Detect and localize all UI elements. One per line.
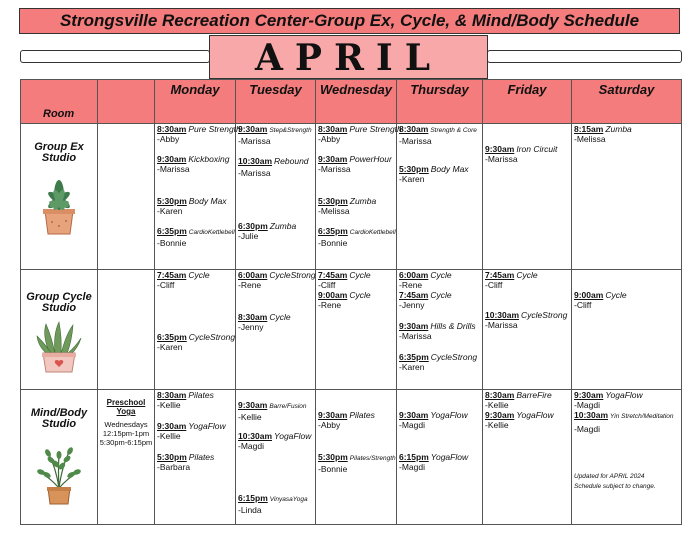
cycle-monday bbox=[155, 270, 236, 390]
mind-body-thursday bbox=[397, 390, 483, 525]
schedule-table bbox=[20, 79, 682, 525]
decorative-bar-left bbox=[20, 50, 210, 63]
schedule-title: Strongsville Recreation Center-Group Ex, Cycle, & Mind/Body Schedule bbox=[19, 8, 680, 34]
class-entry: 10:30am CycleStrong -Marissa bbox=[485, 310, 568, 330]
class-entry: 9:30am Iron Circuit -Marissa bbox=[485, 144, 558, 164]
day-header-saturday: Saturday bbox=[572, 80, 682, 124]
class-entry: 9:00am Cycle -Rene bbox=[318, 290, 371, 310]
room-cycle bbox=[21, 270, 98, 390]
cycle-row bbox=[21, 270, 682, 390]
mind-body-wednesday bbox=[316, 390, 397, 525]
group-ex-wednesday bbox=[316, 124, 402, 270]
class-entry: 5:30pm Pilates -Barbara bbox=[157, 452, 215, 472]
class-entry: 6:35pm CardioKettlebell -Bonnie bbox=[318, 226, 396, 248]
snake-plant-icon bbox=[36, 320, 82, 374]
class-entry: 6:00am Cycle -Rene bbox=[399, 270, 452, 290]
blank-header bbox=[98, 80, 155, 124]
day-header-tuesday: Tuesday bbox=[236, 80, 316, 124]
preschool-yoga-note bbox=[99, 398, 153, 447]
footnote-disclaimer: Schedule subject to change. bbox=[574, 483, 656, 490]
class-entry: 8:30am Strength & Core -Marissa bbox=[399, 124, 477, 146]
class-entry: 8:30am Pure Strength -Abby bbox=[157, 124, 241, 144]
class-entry: 10:30am YogaFlow -Magdi bbox=[238, 431, 312, 451]
group-ex-monday bbox=[155, 124, 241, 270]
cycle-tuesday bbox=[236, 270, 316, 390]
mind-body-saturday bbox=[572, 390, 682, 525]
class-entry: 8:30am Pure Strength -Abby bbox=[318, 124, 402, 144]
class-entry: 6:15pm VinyasaYoga -Linda bbox=[238, 493, 308, 515]
succulent-icon bbox=[35, 178, 83, 236]
class-entry: 5:30pm Body Max -Karen bbox=[157, 196, 227, 216]
class-entry: 10:30am Yin Stretch/Meditation -Magdi bbox=[574, 410, 674, 434]
preschool-yoga-time-2: 5:30pm-6:15pm bbox=[99, 438, 153, 447]
mind-body-row bbox=[21, 390, 682, 525]
room-name-mind-body: Mind/Body Studio bbox=[30, 407, 88, 430]
class-entry: 6:30pm Zumba -Julie bbox=[238, 221, 297, 241]
class-entry: 9:30am Pilates -Abby bbox=[318, 410, 375, 430]
class-entry: 7:45am Cycle -Cliff bbox=[485, 270, 538, 290]
day-header-monday: Monday bbox=[155, 80, 236, 124]
cycle-wednesday bbox=[316, 270, 397, 390]
class-entry: 9:30am Kickboxing -Marissa bbox=[157, 154, 230, 174]
class-entry: 6:35pm CycleStrong -Karen bbox=[399, 352, 478, 372]
day-header-thursday: Thursday bbox=[397, 80, 483, 124]
class-entry: 9:30am YogaFlow -Kellie bbox=[157, 421, 226, 441]
group-ex-thursday bbox=[397, 124, 483, 270]
class-entry: 8:15am Zumba -Melissa bbox=[574, 124, 632, 144]
footnote-updated: Updated for APRIL 2024 bbox=[574, 473, 645, 480]
room-name-cycle: Group Cycle Studio bbox=[26, 291, 92, 314]
mind-body-tuesday bbox=[236, 390, 316, 525]
class-entry: 5:30pm Zumba -Melissa bbox=[318, 196, 377, 216]
cycle-extra bbox=[98, 270, 155, 390]
cycle-saturday bbox=[572, 270, 682, 390]
class-entry: 7:45am Cycle -Cliff bbox=[318, 270, 371, 290]
preschool-yoga-title: Preschool Yoga bbox=[106, 398, 146, 416]
class-entry: 9:30am YogaFlow -Magdi bbox=[574, 390, 643, 410]
day-header-wednesday: Wednesday bbox=[316, 80, 397, 124]
class-entry: 9:30am YogaFlow -Kellie bbox=[485, 410, 554, 430]
class-entry: 5:30pm Body Max -Karen bbox=[399, 164, 469, 184]
class-entry: 8:30am BarreFire -Kellie bbox=[485, 390, 552, 410]
class-entry: 8:30am Cycle -Jenny bbox=[238, 312, 291, 332]
class-entry: 6:35pm CardioKettlebell -Bonnie bbox=[157, 226, 235, 248]
group-ex-friday bbox=[483, 124, 572, 270]
class-entry: 6:00am CycleStrong -Rene bbox=[238, 270, 316, 290]
room-name-group-ex: Group Ex Studio bbox=[34, 141, 84, 164]
class-entry: 7:45am Cycle -Jenny bbox=[399, 290, 452, 310]
class-entry: 9:30am Step&Strength -Marissa bbox=[238, 124, 312, 146]
room-mind-body bbox=[21, 390, 98, 525]
day-header-friday: Friday bbox=[483, 80, 572, 124]
month-banner: APRIL bbox=[209, 35, 488, 79]
class-entry: 6:35pm CycleStrong -Karen bbox=[157, 332, 236, 352]
class-entry: 5:30pm Pilates/Strength -Bonnie bbox=[318, 452, 396, 474]
class-entry: 9:30am YogaFlow -Magdi bbox=[399, 410, 468, 430]
mind-body-monday bbox=[155, 390, 236, 525]
class-entry: 7:45am Cycle -Cliff bbox=[157, 270, 210, 290]
decorative-bar-right bbox=[487, 50, 682, 63]
class-entry: 9:30am PowerHour -Marissa bbox=[318, 154, 392, 174]
class-entry: 10:30am Rebound -Marissa bbox=[238, 156, 309, 178]
zz-plant-icon bbox=[36, 444, 82, 506]
preschool-yoga-cell bbox=[98, 390, 155, 525]
group-ex-extra bbox=[98, 124, 155, 270]
class-entry: 9:00am Cycle -Cliff bbox=[574, 290, 627, 310]
group-ex-row bbox=[21, 124, 682, 270]
preschool-yoga-days: Wednesdays bbox=[104, 420, 148, 429]
group-ex-tuesday bbox=[236, 124, 316, 270]
class-entry: 8:30am Pilates -Kellie bbox=[157, 390, 214, 410]
cycle-friday bbox=[483, 270, 572, 390]
room-group-ex bbox=[21, 124, 98, 270]
class-entry: 9:30am Barre/Fusion -Kellie bbox=[238, 400, 307, 422]
preschool-yoga-time-1: 12:15pm-1pm bbox=[102, 429, 150, 438]
room-header: Room bbox=[21, 80, 98, 124]
mind-body-friday bbox=[483, 390, 572, 525]
cycle-thursday bbox=[397, 270, 483, 390]
group-ex-saturday bbox=[572, 124, 682, 270]
class-entry: 9:30am Hills & Drills -Marissa bbox=[399, 321, 476, 341]
class-entry: 6:15pm YogaFlow -Magdi bbox=[399, 452, 469, 472]
